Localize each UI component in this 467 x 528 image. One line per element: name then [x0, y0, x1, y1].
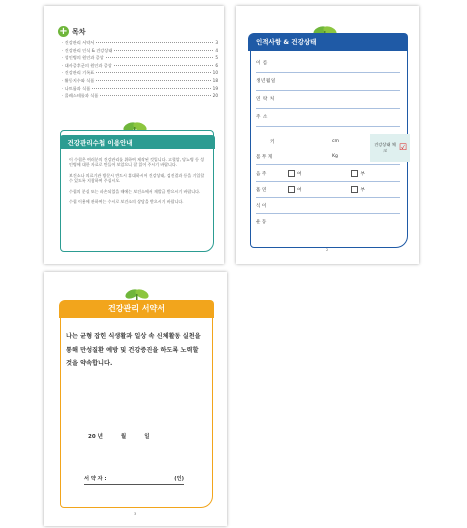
drinking-row[interactable]: 음 주 여 부 — [256, 166, 400, 182]
toc-header — [58, 26, 86, 37]
toc-item[interactable]: · 건강관리 인식 & 건강상태 4 — [62, 47, 218, 53]
signature-line[interactable]: 서 약 자 : (인) — [84, 475, 184, 485]
pledge-page — [44, 272, 227, 526]
pledge-title: 건강관리 서약서 — [108, 304, 165, 313]
toc-item[interactable]: · 건강관리 기록표 10 — [62, 70, 218, 76]
page-number: 2 — [326, 248, 329, 252]
guide-paragraph: 보건소나 의료기관 방문시 반드시 휴대하시어 건강상태, 검진결과 등을 기입할 수 있도록 지참하여 주십시오. — [69, 172, 205, 184]
weight-row[interactable]: 몸 무 게 Kg — [256, 149, 400, 165]
checkbox[interactable] — [288, 170, 295, 177]
plus-icon: + — [59, 26, 68, 37]
address-field[interactable]: 주 소 — [256, 108, 400, 127]
guide-paragraph: 수첩의 분실 또는 파손되었을 때에는 보건소에서 재발급 받으시기 바랍니다. — [69, 188, 201, 194]
diet-row[interactable]: 식 이 — [256, 198, 400, 214]
checkbox[interactable] — [351, 170, 358, 177]
exercise-row[interactable]: 운 동 — [256, 219, 267, 225]
contact-field[interactable]: 연 락 처 — [256, 90, 400, 109]
guide-body — [69, 157, 207, 209]
height-row[interactable]: 키 cm — [270, 139, 340, 145]
guide-paragraph: 이 수첩은 여러분의 건강관리를 위하여 제작된 것입니다. 고혈압, 당뇨병 등 성인병에 대한 자료로 만들어 보았으니 잘 읽어 주시기 바랍니다. — [69, 157, 205, 168]
toc-item[interactable]: · 나트륨과 식품 19 — [62, 85, 218, 91]
health-check-cell: 건강상태 체 크 ☑ — [370, 134, 410, 162]
info-header — [248, 33, 408, 51]
birthdate-field[interactable]: 생년월일 — [256, 72, 400, 91]
guide-title: 건강관리수첩 이용안내 — [67, 139, 133, 147]
toc-page — [44, 6, 224, 264]
info-title: 인적사항 & 건강상태 — [256, 38, 317, 46]
page-number: 3 — [134, 512, 137, 516]
personal-info-page — [236, 6, 419, 264]
guide-box — [60, 130, 214, 252]
pledge-text: 나는 균형 잡힌 식생활과 일상 속 신체활동 실천을 통해 만성질환 예방 및 건강증진을 하도록 노력할 것을 약속합니다. — [66, 333, 201, 368]
toc-item[interactable]: · 성인병의 원인과 증상 5 — [62, 55, 218, 61]
pledge-header — [59, 300, 214, 318]
leaf-icon — [124, 285, 150, 299]
guide-paragraph: 수첩 이용에 관하여는 수시로 보건소의 상담을 받으시기 바랍니다. — [69, 199, 184, 205]
guide-header — [60, 135, 215, 149]
name-field[interactable]: 이 름 — [256, 54, 400, 73]
toc-list — [62, 40, 218, 101]
toc-item[interactable]: · 활동지수와 식품 18 — [62, 77, 218, 83]
smoking-row[interactable]: 흡 연 여 부 — [256, 182, 400, 198]
checkbox[interactable] — [288, 186, 295, 193]
toc-item[interactable]: · 건강관리 서약서 3 — [62, 40, 218, 45]
checkbox[interactable] — [351, 186, 358, 193]
toc-item[interactable]: · 콜레스테롤과 식품 20 — [62, 93, 218, 99]
check-icon: ☑ — [398, 143, 407, 153]
date-line[interactable]: 20 년 월 일 — [88, 434, 150, 440]
toc-title: 목차 — [72, 27, 86, 36]
toc-item[interactable]: · 대사증후군의 원인과 증상 6 — [62, 62, 218, 68]
